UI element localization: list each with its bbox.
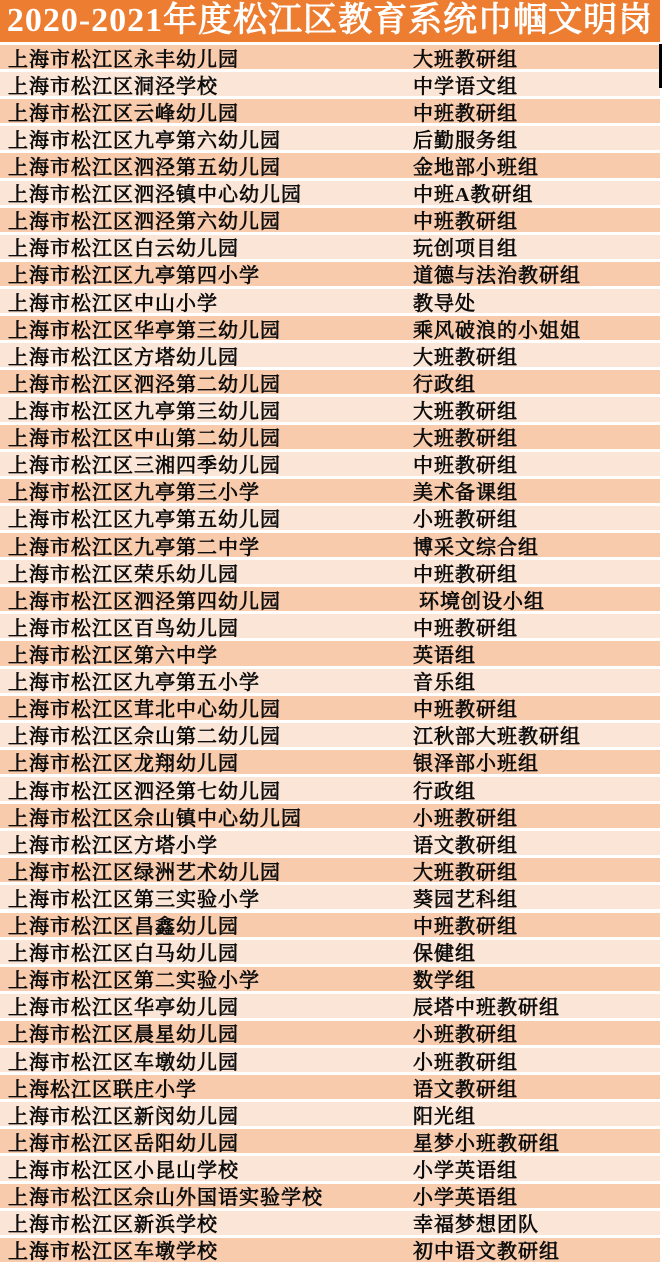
table-row [0, 560, 660, 584]
group-name-cell: 环境创设小组 [413, 590, 545, 613]
table-row [0, 940, 660, 964]
school-name-cell: 上海市松江区方塔小学 [8, 834, 218, 857]
group-name-cell: 美术备课组 [413, 482, 518, 505]
group-name-cell: 保健组 [413, 943, 476, 966]
table-row [0, 1211, 660, 1235]
school-name-cell: 上海市松江区云峰幼儿园 [8, 102, 239, 125]
table-row [0, 99, 660, 123]
group-name-cell: 江秋部大班教研组 [413, 726, 581, 749]
table-row [0, 153, 660, 177]
school-name-cell: 上海市松江区佘山外国语实验学校 [8, 1187, 323, 1210]
group-name-cell: 小班教研组 [413, 509, 518, 532]
school-name-cell: 上海市松江区九亭第六幼儿园 [8, 129, 281, 152]
school-name-cell: 上海市松江区白马幼儿园 [8, 943, 239, 966]
table-row [0, 343, 660, 367]
school-name-cell: 上海市松江区泗泾第四幼儿园 [8, 590, 281, 613]
group-name-cell: 博采文综合组 [413, 536, 539, 559]
table-row [0, 641, 660, 665]
table-row [0, 1156, 660, 1183]
group-name-cell: 小班教研组 [413, 1024, 518, 1047]
school-name-cell: 上海市松江区第三实验小学 [8, 888, 260, 911]
school-name-cell: 上海市松江区泗泾第二幼儿园 [8, 373, 281, 396]
school-name-cell: 上海市松江区第二实验小学 [8, 970, 260, 993]
school-name-cell: 上海市松江区白云幼儿园 [8, 238, 239, 261]
table-row [0, 45, 660, 69]
table-row [0, 831, 660, 855]
table-row [0, 181, 660, 205]
school-name-cell: 上海市松江区方塔幼儿园 [8, 346, 239, 369]
group-name-cell: 大班教研组 [413, 428, 518, 451]
table-row [0, 72, 660, 96]
school-name-cell: 上海市松江区九亭第四小学 [8, 265, 260, 288]
school-name-cell: 上海市松江区三湘四季幼儿园 [8, 455, 281, 478]
group-name-cell: 中班教研组 [413, 102, 518, 125]
group-name-cell: 行政组 [413, 373, 476, 396]
group-name-cell: 行政组 [413, 780, 476, 803]
group-name-cell: 中班教研组 [413, 211, 518, 234]
group-name-cell: 小班教研组 [413, 1051, 518, 1074]
group-name-cell: 中班教研组 [413, 699, 518, 722]
table-row [0, 885, 660, 909]
group-name-cell: 小学英语组 [413, 1160, 518, 1183]
table-row [0, 587, 660, 611]
school-name-cell: 上海市松江区永丰幼儿园 [8, 48, 239, 71]
school-name-cell: 上海市松江区佘山第二幼儿园 [8, 726, 281, 749]
table-row [0, 425, 660, 449]
group-name-cell: 中班教研组 [413, 455, 518, 478]
table-row [0, 750, 660, 774]
group-name-cell: 小班教研组 [413, 807, 518, 830]
group-name-cell: 音乐组 [413, 672, 476, 695]
school-name-cell: 上海市松江区龙翔幼儿园 [8, 753, 239, 776]
school-name-cell: 上海市松江区九亭第三小学 [8, 482, 260, 505]
table-row [0, 506, 660, 530]
group-name-cell: 阳光组 [413, 1105, 476, 1128]
row1-right-border-artifact [659, 44, 662, 88]
award-table [0, 45, 660, 1262]
group-name-cell: 金地部小班组 [413, 156, 539, 179]
group-name-cell: 葵园艺科组 [413, 888, 518, 911]
school-name-cell: 上海市松江区华亭幼儿园 [8, 997, 239, 1020]
school-name-cell: 上海市松江区车墩幼儿园 [8, 1051, 239, 1074]
table-row [0, 235, 660, 259]
table-row [0, 1021, 660, 1045]
school-name-cell: 上海市松江区泗泾镇中心幼儿园 [8, 184, 302, 207]
group-name-cell: 星梦小班教研组 [413, 1132, 560, 1155]
school-name-cell: 上海市松江区百鸟幼儿园 [8, 617, 239, 640]
group-name-cell: 辰塔中班教研组 [413, 997, 560, 1020]
group-name-cell: 教导处 [413, 292, 476, 315]
school-name-cell: 上海市松江区九亭第二中学 [8, 536, 260, 559]
school-name-cell: 上海市松江区华亭第三幼儿园 [8, 319, 281, 342]
school-name-cell: 上海市松江区泗泾第六幼儿园 [8, 211, 281, 234]
school-name-cell: 上海市松江区九亭第五小学 [8, 672, 260, 695]
table-row [0, 723, 660, 747]
table-row [0, 994, 660, 1018]
group-name-cell: 中班教研组 [413, 916, 518, 939]
table-row [0, 614, 660, 638]
group-name-cell: 乘风破浪的小姐姐 [413, 319, 581, 342]
table-row [0, 913, 660, 937]
table-row [0, 479, 660, 503]
group-name-cell: 大班教研组 [413, 861, 518, 884]
school-name-cell: 上海市松江区昌鑫幼儿园 [8, 916, 239, 939]
table-row [0, 1184, 660, 1208]
table-row [0, 126, 660, 150]
table-row [0, 804, 660, 828]
table-row [0, 1102, 660, 1126]
page-title: 2020-2021年度松江区教育系统巾帼文明岗 [6, 2, 654, 39]
group-name-cell: 语文教研组 [413, 834, 518, 857]
school-name-cell: 上海市松江区茸北中心幼儿园 [8, 699, 281, 722]
school-name-cell: 上海市松江区佘山镇中心幼儿园 [8, 807, 302, 830]
group-name-cell: 银泽部小班组 [413, 753, 539, 776]
group-name-cell: 语文教研组 [413, 1078, 518, 1101]
school-name-cell: 上海市松江区洞泾学校 [8, 75, 218, 98]
table-row [0, 858, 660, 882]
group-name-cell: 道德与法治教研组 [413, 265, 581, 288]
table-row [0, 289, 660, 313]
table-row [0, 1048, 660, 1072]
school-name-cell: 上海市松江区荣乐幼儿园 [8, 563, 239, 586]
table-row [0, 1238, 660, 1262]
school-name-cell: 上海市松江区小昆山学校 [8, 1160, 239, 1183]
group-name-cell: 中学语文组 [413, 75, 518, 98]
group-name-cell: 英语组 [413, 644, 476, 667]
group-name-cell: 大班教研组 [413, 400, 518, 423]
group-name-cell: 大班教研组 [413, 346, 518, 369]
school-name-cell: 上海市松江区九亭第五幼儿园 [8, 509, 281, 532]
table-row [0, 967, 660, 991]
group-name-cell: 数学组 [413, 970, 476, 993]
group-name-cell: 幸福梦想团队 [413, 1214, 539, 1237]
school-name-cell: 上海市松江区绿洲艺术幼儿园 [8, 861, 281, 884]
school-name-cell: 上海市松江区新浜学校 [8, 1214, 218, 1237]
table-row [0, 1075, 660, 1099]
table-row [0, 452, 660, 476]
table-row [0, 262, 660, 286]
table-row [0, 777, 660, 801]
school-name-cell: 上海市松江区九亭第三幼儿园 [8, 400, 281, 423]
school-name-cell: 上海市松江区车墩学校 [8, 1241, 218, 1264]
group-name-cell: 中班教研组 [413, 617, 518, 640]
school-name-cell: 上海市松江区岳阳幼儿园 [8, 1132, 239, 1155]
school-name-cell: 上海市松江区新闵幼儿园 [8, 1105, 239, 1128]
table-row [0, 533, 660, 557]
title-band [0, 0, 660, 42]
table-row [0, 316, 660, 340]
group-name-cell: 中班A教研组 [413, 184, 534, 207]
school-name-cell: 上海市松江区晨星幼儿园 [8, 1024, 239, 1047]
group-name-cell: 小学英语组 [413, 1187, 518, 1210]
table-row [0, 1129, 660, 1153]
school-name-cell: 上海市松江区泗泾第五幼儿园 [8, 156, 281, 179]
table-row [0, 669, 660, 693]
group-name-cell: 玩创项目组 [413, 238, 518, 261]
group-name-cell: 初中语文教研组 [413, 1241, 560, 1264]
school-name-cell: 上海市松江区第六中学 [8, 644, 218, 667]
school-name-cell: 上海松江区联庄小学 [8, 1078, 197, 1101]
group-name-cell: 中班教研组 [413, 563, 518, 586]
table-row [0, 397, 660, 421]
school-name-cell: 上海市松江区中山第二幼儿园 [8, 428, 281, 451]
table-row [0, 370, 660, 394]
table-row [0, 696, 660, 720]
school-name-cell: 上海市松江区中山小学 [8, 292, 218, 315]
school-name-cell: 上海市松江区泗泾第七幼儿园 [8, 780, 281, 803]
table-row [0, 208, 660, 232]
group-name-cell: 后勤服务组 [413, 129, 518, 152]
group-name-cell: 大班教研组 [413, 48, 518, 71]
